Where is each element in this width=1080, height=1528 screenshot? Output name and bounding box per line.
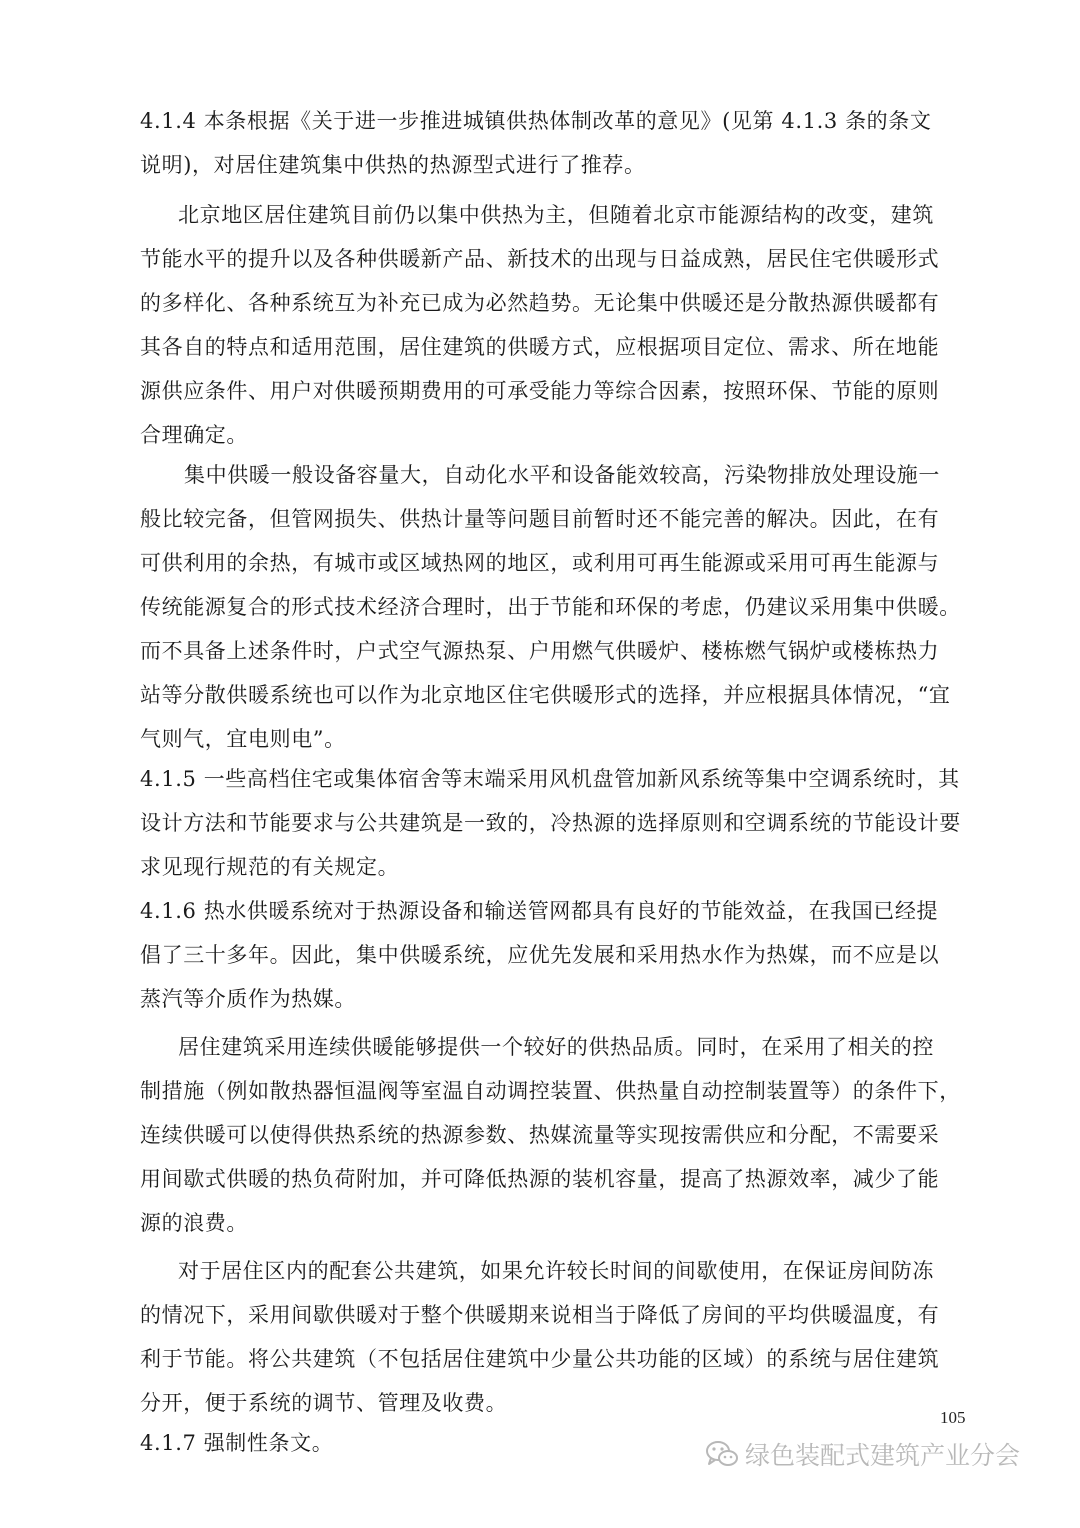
text-line: 倡了三十多年。因此，集中供暖系统，应优先发展和采用热水作为热媒，而不应是以 [140,943,940,967]
text-line: 居住建筑采用连续供暖能够提供一个较好的供热品质。同时，在采用了相关的控 [178,1035,934,1059]
text-line: 源的浪费。 [140,1211,248,1235]
text-line: 4.1.5 一些高档住宅或集体宿舍等末端采用风机盘管加新风系统等集中空调系统时，其 [140,767,960,791]
text-line: 4.1.7 强制性条文。 [140,1431,334,1455]
text-line: 传统能源复合的形式技术经济合理时，出于节能和环保的考虑，仍建议采用集中供暖。 [140,595,961,619]
text-line: 节能水平的提升以及各种供暖新产品、新技术的出现与日益成熟，居民住宅供暖形式 [140,247,940,271]
text-line: 4.1.4 本条根据《关于进一步推进城镇供热体制改革的意见》(见第 4.1.3 条的条文 [140,109,932,133]
text-line: 利于节能。将公共建筑（不包括居住建筑中少量公共功能的区域）的系统与居住建筑 [140,1347,940,1371]
text-line: 蒸汽等介质作为热媒。 [140,987,356,1011]
text-line: 连续供暖可以使得供热系统的热源参数、热媒流量等实现按需供应和分配，不需要采 [140,1123,940,1147]
text-line: 集中供暖一般设备容量大，自动化水平和设备能效较高，污染物排放处理设施一 [184,463,940,487]
page-number: 105 [940,1408,966,1427]
text-line: 用间歇式供暖的热负荷附加，并可降低热源的装机容量，提高了热源效率，减少了能 [140,1167,940,1191]
watermark-text: 绿色装配式建筑产业分会 [745,1441,1021,1470]
text-line: 对于居住区内的配套公共建筑，如果允许较长时间的间歇使用，在保证房间防冻 [178,1259,934,1283]
text-line: 合理确定。 [140,423,248,447]
text-line: 源供应条件、用户对供暖预期费用的可承受能力等综合因素，按照环保、节能的原则 [140,379,940,403]
text-line: 可供利用的余热，有城市或区域热网的地区，或利用可再生能源或采用可再生能源与 [140,551,940,575]
text-line: 求见现行规范的有关规定。 [140,855,400,879]
text-line: 般比较完备，但管网损失、供热计量等问题目前暂时还不能完善的解决。因此，在有 [140,507,940,531]
text-line: 设计方法和节能要求与公共建筑是一致的，冷热源的选择原则和空调系统的节能设计要 [140,811,961,835]
text-line: 制措施（例如散热器恒温阀等室温自动调控装置、供热量自动控制装置等）的条件下， [140,1079,961,1103]
text-line: 4.1.6 热水供暖系统对于热源设备和输送管网都具有良好的节能效益，在我国已经提 [140,899,939,923]
text-line: 的多样化、各种系统互为补充已成为必然趋势。无论集中供暖还是分散热源供暖都有 [140,291,940,315]
watermark [705,1436,1020,1472]
text-line: 的情况下，采用间歇供暖对于整个供暖期来说相当于降低了房间的平均供暖温度，有 [140,1303,940,1327]
text-line: 北京地区居住建筑目前仍以集中供热为主，但随着北京市能源结构的改变，建筑 [178,203,934,227]
text-line: 分开，便于系统的调节、管理及收费。 [140,1391,508,1415]
wechat-icon [705,1439,739,1469]
text-line: 气则气，宜电则电”。 [140,727,346,751]
text-line: 其各自的特点和适用范围，居住建筑的供暖方式，应根据项目定位、需求、所在地能 [140,335,940,359]
text-line: 站等分散供暖系统也可以作为北京地区住宅供暖形式的选择，并应根据具体情况，“宜 [140,683,951,707]
text-line: 说明)，对居住建筑集中供热的热源型式进行了推荐。 [140,153,646,177]
text-line: 而不具备上述条件时，户式空气源热泵、户用燃气供暖炉、楼栋燃气锅炉或楼栋热力 [140,639,940,663]
